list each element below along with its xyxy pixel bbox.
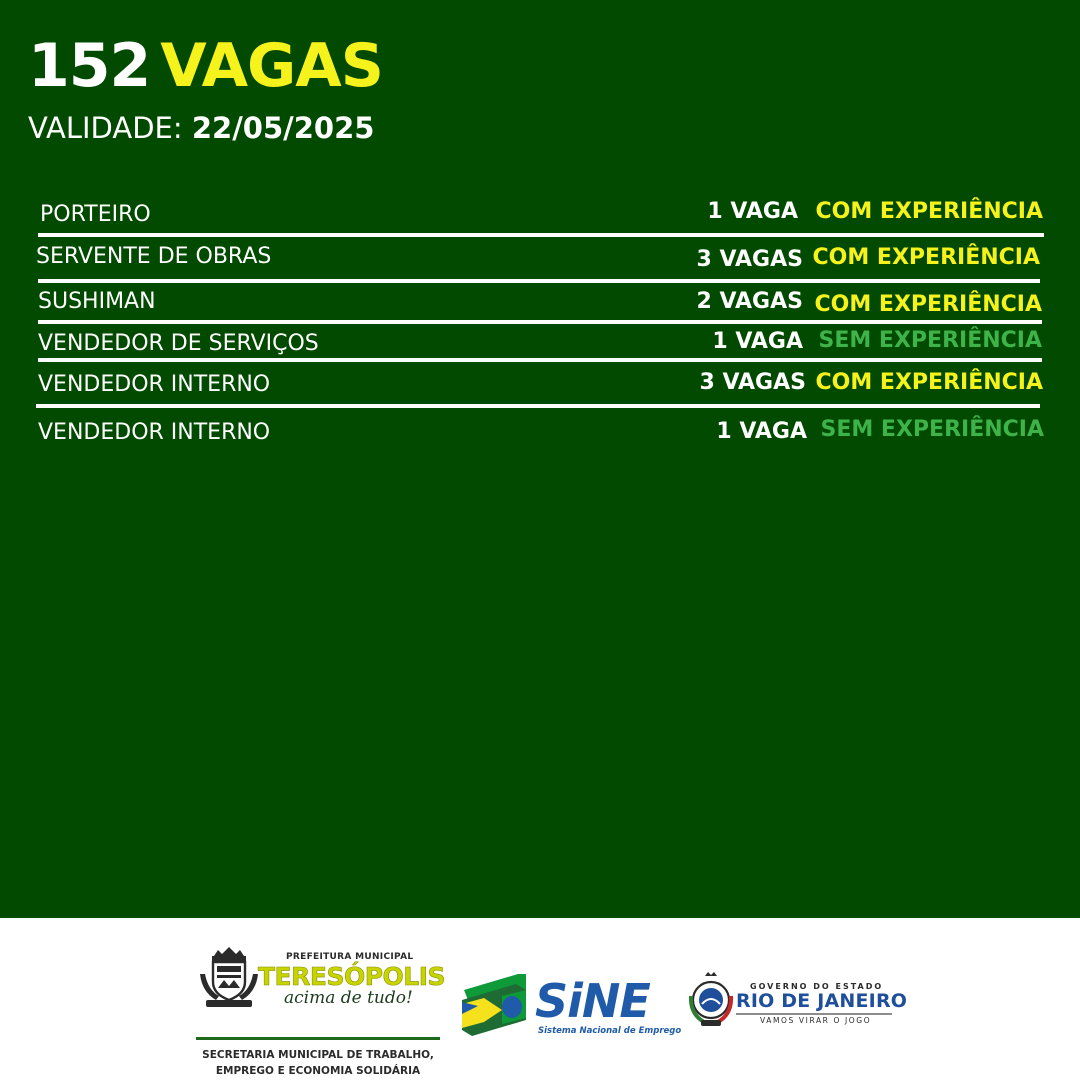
job-title: SERVENTE DE OBRAS — [36, 244, 272, 269]
job-vacancy-count: 1 VAGA — [707, 199, 798, 224]
footer-logos — [0, 918, 1080, 1080]
job-experience: COM EXPERIÊNCIA — [815, 370, 1043, 395]
rj-slogan: VAMOS VIRAR O JOGO — [760, 1016, 872, 1025]
row-divider — [38, 279, 1040, 283]
row-divider — [38, 358, 1042, 362]
rj-state-name: RIO DE JANEIRO — [736, 990, 908, 1012]
job-vacancy-count: 3 VAGAS — [696, 247, 803, 272]
vacancy-count: 152 — [28, 31, 151, 101]
department-line-2: EMPREGO E ECONOMIA SOLIDÁRIA — [215, 1065, 421, 1077]
job-title: VENDEDOR INTERNO — [38, 372, 271, 397]
teresopolis-divider — [196, 1037, 440, 1040]
validity-date: 22/05/2025 — [191, 111, 375, 145]
job-experience: SEM EXPERIÊNCIA — [820, 417, 1044, 442]
job-experience: COM EXPERIÊNCIA — [814, 292, 1042, 317]
job-title: VENDEDOR DE SERVIÇOS — [38, 331, 319, 356]
sine-wordmark: SiNE — [535, 974, 650, 1028]
job-title: SUSHIMAN — [38, 289, 156, 314]
rio-de-janeiro-logo — [688, 970, 908, 1030]
rio-de-janeiro-crest-icon — [688, 970, 734, 1028]
row-divider — [38, 233, 1044, 237]
row-divider — [36, 404, 1040, 408]
teresopolis-crest-icon — [196, 944, 262, 1010]
job-vacancy-count: 1 VAGA — [716, 419, 807, 444]
rj-divider — [736, 1013, 892, 1015]
job-experience: COM EXPERIÊNCIA — [812, 245, 1040, 270]
validity-label: VALIDADE: — [28, 111, 183, 145]
job-experience: COM EXPERIÊNCIA — [815, 199, 1043, 224]
job-title: VENDEDOR INTERNO — [38, 420, 271, 445]
teresopolis-slogan: acima de tudo! — [284, 988, 413, 1008]
sine-logo — [462, 974, 682, 1040]
teresopolis-logo — [196, 944, 446, 1077]
job-vacancy-count: 1 VAGA — [712, 329, 803, 354]
teresopolis-department — [196, 1047, 440, 1079]
sine-subtitle: Sistema Nacional de Emprego — [538, 1026, 682, 1036]
department-line-1: SECRETARIA MUNICIPAL DE TRABALHO, — [202, 1049, 434, 1061]
rj-government-label: GOVERNO DO ESTADO — [750, 982, 884, 991]
vacancy-word: VAGAS — [160, 31, 383, 101]
job-vacancy-count: 2 VAGAS — [696, 289, 803, 314]
sine-flag-icon — [462, 974, 526, 1036]
job-vacancy-count: 3 VAGAS — [699, 370, 806, 395]
row-divider — [38, 320, 1042, 324]
teresopolis-prefeitura-label: PREFEITURA MUNICIPAL — [286, 952, 414, 962]
job-title: PORTEIRO — [40, 202, 151, 227]
job-experience: SEM EXPERIÊNCIA — [818, 328, 1042, 353]
teresopolis-city-name: TERESÓPOLIS — [258, 962, 446, 991]
